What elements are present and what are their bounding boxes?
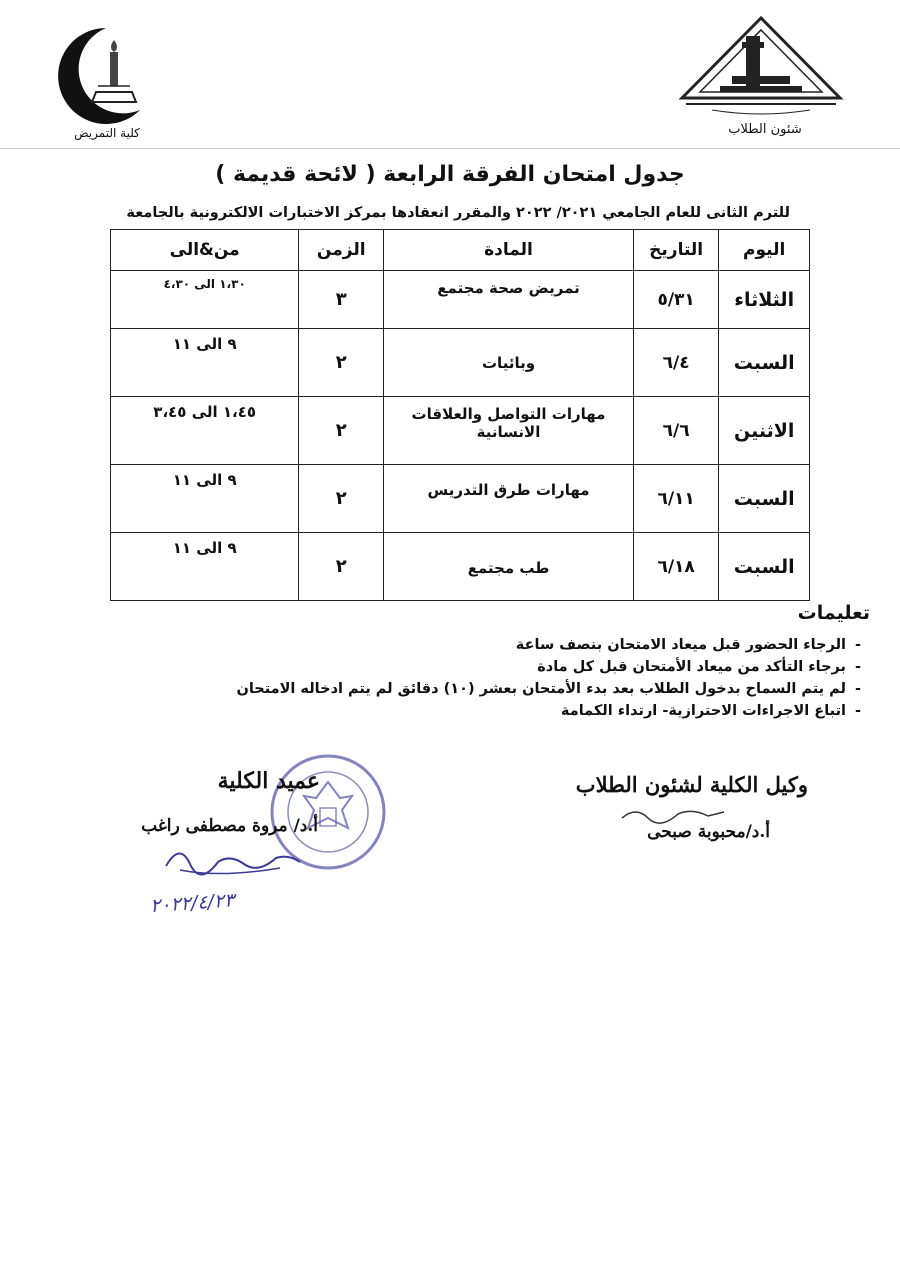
row-date: ٦/٤ [633,329,718,397]
header-divider [0,148,900,149]
row-subject: طب مجتمع [384,533,634,601]
row-subject: مهارات طرق التدريس [384,465,634,533]
row-duration: ٢ [299,397,384,465]
row-date: ٦/٦ [633,397,718,465]
vice-dean-name: أ.د/محبوبة صبحى [647,822,770,842]
row-date: ٦/١١ [633,465,718,533]
row-duration: ٢ [299,329,384,397]
page-subtitle: للترم الثانى للعام الجامعي ٢٠٢١/ ٢٠٢٢ والمقرر انعقادها بمركز الاختبارات الالكترونية بالجامعة [126,205,790,221]
row-date: ٦/١٨ [633,533,718,601]
table-row [111,533,810,601]
exam-schedule-table [110,229,810,601]
row-day: السبت [719,533,810,601]
header-duration: الزمن [299,230,384,271]
row-time: ٩ الى ١١ [111,329,299,397]
row-duration: ٢ [299,533,384,601]
row-time: ١،٤٥ الى ٣،٤٥ [111,397,299,465]
row-date: ٥/٣١ [633,271,718,329]
dean-title: عميد الكلية [217,768,320,794]
page-title: جدول امتحان الفرقة الرابعة ( لائحة قديمة ) [215,162,685,187]
faculty-of-nursing-logo-icon [36,22,154,124]
bullet-marker: - [854,637,862,653]
handwritten-date: ٢٠٢٢/٤/٢٣ [149,889,235,918]
list-item [230,678,870,700]
student-affairs-caption: شئون الطلاب [728,122,802,137]
row-duration: ٢ [299,465,384,533]
list-item [230,700,870,722]
table-row [111,397,810,465]
header-time: من&الى [111,230,299,271]
row-day: السبت [719,329,810,397]
instruction-text: برجاء التأكد من ميعاد الأمتحان قبل كل مادة [537,659,846,675]
list-item [230,634,870,656]
row-duration: ٣ [299,271,384,329]
row-time: ١،٣٠ الى ٤،٣٠ [111,271,299,329]
instructions-title: تعليمات [797,602,870,624]
instruction-text: الرجاء الحضور قبل ميعاد الامتحان بنصف ساعة [515,637,846,653]
header-subject: المادة [384,230,634,271]
header-date: التاريخ [633,230,718,271]
faculty-of-nursing-caption: كلية التمريض [74,126,140,140]
benha-university-logo-icon [672,12,850,122]
vice-dean-title: وكيل الكلية لشئون الطلاب [575,772,808,797]
bullet-marker: - [854,659,862,675]
row-day: الثلاثاء [719,271,810,329]
instructions-list [230,634,870,722]
dean-name: أ.د/ مروة مصطفى راغب [141,816,318,836]
table-row [111,465,810,533]
row-time: ٩ الى ١١ [111,533,299,601]
row-time: ٩ الى ١١ [111,465,299,533]
row-subject: وبائيات [384,329,634,397]
instruction-text: لم يتم السماح بدخول الطلاب بعد بدء الأمتحان بعشر (١٠) دقائق لم يتم ادخاله الامتحان [236,681,846,697]
table-row [111,329,810,397]
list-item [230,656,870,678]
row-subject: تمريض صحة مجتمع [384,271,634,329]
row-subject: مهارات التواصل والعلاقات الانسانية [384,397,634,465]
table-header-row [111,230,810,271]
bullet-marker: - [854,681,862,697]
instruction-text: اتباع الاجراءات الاحترازية- ارتداء الكمامة [560,703,846,719]
row-day: السبت [719,465,810,533]
bullet-marker: - [854,703,862,719]
table-row [111,271,810,329]
row-day: الاثنين [719,397,810,465]
handwritten-signature-icon [160,836,310,886]
header-day: اليوم [719,230,810,271]
